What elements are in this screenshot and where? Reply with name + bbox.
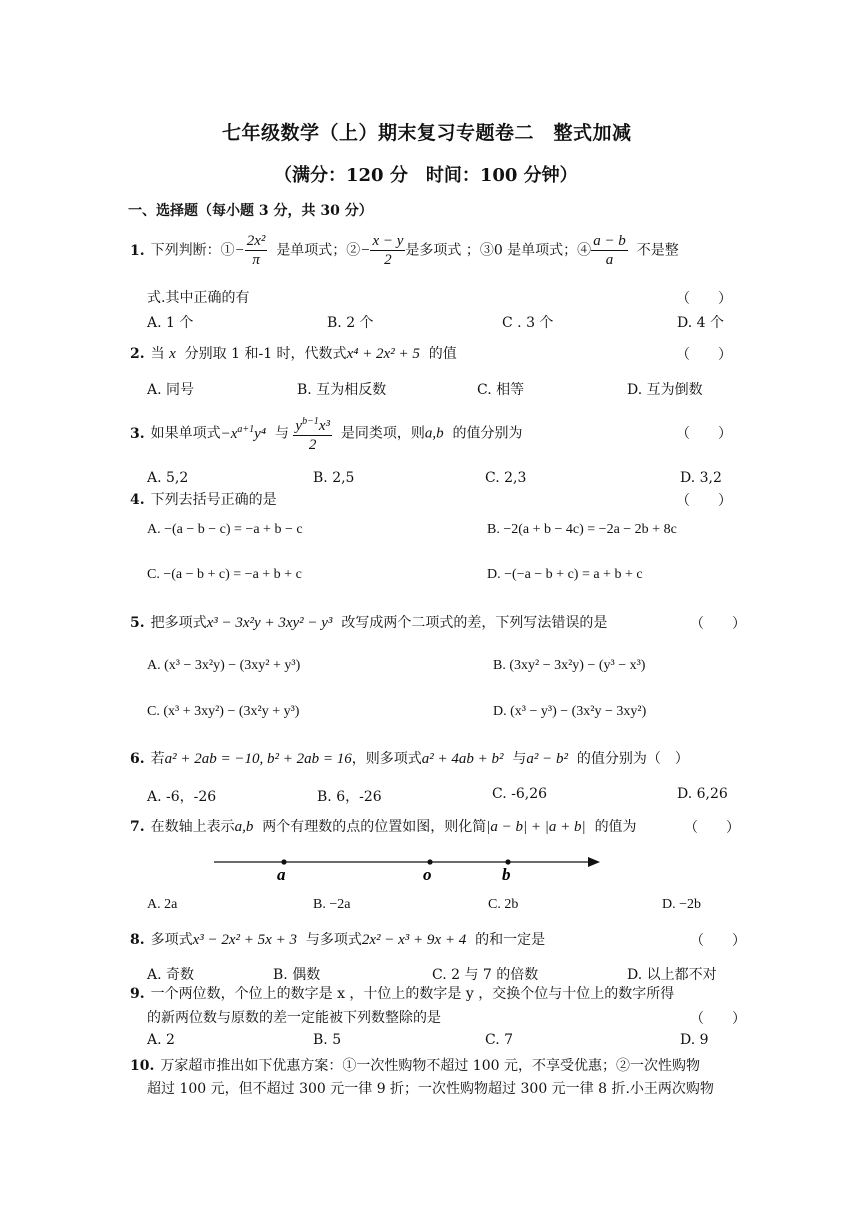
option-d[interactable]: D. 3,2: [680, 470, 722, 486]
question-text: 万家超市推出如下优惠方案：①一次性购物不超过 100 元，不享受优惠；②一次性购物: [160, 1058, 700, 1074]
question-text: 在数轴上表示: [150, 819, 235, 835]
question-1-line-1: 1. 下列判断：①− $\frac{\text{2x²}}{\pi}$ 是单项式；②− $\frac{x - y}{2}$ 是多项式 ；③0 是单项式；④ $\frac{a - b}{a}$ 不是整: [130, 233, 679, 268]
question-text: 若: [150, 751, 165, 767]
answer-blank[interactable]: （ ）: [676, 426, 732, 442]
question-10-line-2: 超过 100 元，但不超过 300 元一律 9 折；一次性购物超过 300 元一律 8 折.小王两次购物: [147, 1081, 714, 1097]
option-b[interactable]: B. 5: [313, 1032, 342, 1048]
question-9-line-1: [130, 984, 674, 1004]
question-9-line-2: 的新两位数与原数的差一定能被下列数整除的是: [147, 1010, 441, 1026]
math-expr: x³ − 3x²y + 3xy² − y³: [206, 615, 333, 631]
question-number: 10.: [130, 1058, 155, 1074]
question-text: 的值分别为（ ）: [576, 751, 689, 767]
label-o: o: [423, 865, 432, 884]
option-c[interactable]: C . 3 个: [502, 315, 554, 331]
answer-blank[interactable]: （ ）: [690, 933, 746, 949]
question-text: 是同类项，则: [340, 425, 425, 442]
question-text: 的和一定是: [475, 932, 546, 948]
option-b[interactable]: B. 偶数: [273, 967, 321, 983]
option-c[interactable]: C. -6,26: [492, 786, 548, 802]
option-c[interactable]: C. 2b: [488, 897, 519, 912]
math-expr: |a − b| + |a + b|: [486, 819, 586, 835]
answer-blank[interactable]: （ ）: [690, 1011, 746, 1027]
option-a[interactable]: A. -6，-26: [147, 789, 217, 805]
option-c[interactable]: C. 相等: [477, 382, 525, 398]
math-expr: a,b: [234, 819, 254, 835]
option-d[interactable]: D. 9: [680, 1032, 709, 1048]
question-number: 7.: [130, 819, 145, 835]
question-5: [130, 613, 607, 633]
page-title: 七年级数学（上）期末复习专题卷二 整式加减: [222, 122, 632, 144]
axis-arrow: [588, 857, 600, 867]
math-expr: 2x² − x³ + 9x + 4: [361, 932, 467, 948]
question-text: 改写成两个二项式的差，下列写法错误的是: [341, 615, 608, 631]
option-c[interactable]: C. 7: [485, 1032, 514, 1048]
question-10-line-1: [130, 1056, 700, 1076]
option-d[interactable]: D. 4 个: [677, 315, 724, 331]
option-d[interactable]: D. −(−a − b + c) = a + b + c: [487, 567, 643, 582]
question-number: 9.: [130, 986, 145, 1002]
page-subtitle: （满分：120 分 时间：100 分钟）: [274, 165, 578, 186]
label-a: a: [277, 865, 286, 884]
question-text: 是多项式 ；③0 是单项式；④: [405, 242, 592, 259]
label-b: b: [502, 865, 511, 884]
question-number: 5.: [130, 615, 145, 631]
option-c[interactable]: C. 2,3: [485, 470, 527, 486]
question-text: ，则多项式: [351, 751, 422, 767]
option-a[interactable]: A. 1 个: [147, 315, 194, 331]
math-expr: a² − b²: [526, 751, 569, 767]
fraction-3: $\frac{a - b}{a}$: [593, 233, 626, 268]
answer-blank[interactable]: （ ）: [676, 493, 732, 509]
fraction-1: $\frac{\text{2x²}}{\pi}$: [246, 233, 266, 268]
question-text: 的值: [428, 346, 457, 362]
option-d[interactable]: D. −2b: [662, 897, 702, 912]
question-text: 两个有理数的点的位置如图，则化简: [262, 819, 487, 835]
section-heading: 一、选择题（每小题 3 分，共 30 分）: [128, 203, 373, 219]
question-text: 是单项式；②: [276, 242, 361, 259]
option-a[interactable]: A. −(a − b − c) = −a + b − c: [147, 522, 303, 537]
answer-blank[interactable]: （ ）: [690, 616, 746, 632]
option-a[interactable]: A. 2a: [147, 897, 178, 912]
math-expr: a² + 4ab + b²: [421, 751, 504, 767]
option-c[interactable]: C. −(a − b + c) = −a + b + c: [147, 567, 302, 582]
fraction-2: $\frac{x - y}{2}$: [372, 233, 404, 268]
option-a[interactable]: A. 同号: [147, 382, 195, 398]
question-number: 4.: [130, 492, 145, 508]
option-b[interactable]: B. 6，-26: [317, 789, 382, 805]
question-text: 与: [512, 751, 527, 767]
question-7: [130, 817, 637, 837]
option-a[interactable]: A. 奇数: [147, 967, 195, 983]
question-2: [130, 344, 457, 364]
option-a[interactable]: A. 5,2: [147, 470, 189, 486]
point-o: [427, 859, 432, 864]
question-4: [130, 490, 277, 510]
option-b[interactable]: B. 互为相反数: [297, 382, 387, 398]
math-expr: x⁴ + 2x² + 5: [346, 346, 420, 362]
question-text: 与多项式: [305, 932, 362, 948]
option-b[interactable]: B. −2(a + b − 4c) = −2a − 2b + 8c: [487, 522, 677, 537]
option-d[interactable]: D. 6,26: [677, 786, 728, 802]
math-expr: a² + 2ab = −10, b² + 2ab = 16: [164, 751, 352, 767]
math-expr: x: [169, 346, 176, 362]
question-text: 分别取 1 和-1 时，代数式: [184, 346, 347, 362]
option-c[interactable]: C. 2 与 7 的倍数: [432, 967, 539, 983]
question-number: 2.: [130, 346, 145, 362]
option-b[interactable]: B. 2 个: [327, 315, 374, 331]
question-text: 当: [150, 346, 165, 362]
option-a[interactable]: A. (x³ − 3x²y) − (3xy² + y³): [147, 658, 301, 673]
question-text: 多项式: [150, 932, 193, 948]
question-text: 与: [274, 425, 289, 442]
question-text: 下列判断：①: [150, 242, 235, 259]
question-number: 8.: [130, 932, 145, 948]
option-a[interactable]: A. 2: [147, 1032, 175, 1048]
option-d[interactable]: D. 以上都不对: [627, 967, 717, 983]
question-number: 3.: [130, 425, 145, 442]
question-text: 的值为: [594, 819, 637, 835]
question-text: 把多项式: [150, 615, 207, 631]
fraction: $\frac{y^{b-1}x^3}{2}$: [293, 413, 332, 454]
point-a: [281, 859, 286, 864]
option-b[interactable]: B. (3xy² − 3x²y) − (y³ − x³): [493, 658, 646, 673]
question-text: 不是整: [636, 242, 679, 259]
option-d[interactable]: D. 互为倒数: [627, 382, 703, 398]
point-b: [505, 859, 510, 864]
answer-blank[interactable]: （ ）: [676, 347, 732, 363]
question-text: 如果单项式: [150, 425, 221, 442]
question-number: 6.: [130, 751, 145, 767]
question-text: 一个两位数，个位上的数字是 x ，十位上的数字是 y ，交换个位与十位上的数字所得: [150, 986, 675, 1002]
option-c[interactable]: C. (x³ + 3xy²) − (3x²y + y³): [147, 704, 300, 719]
question-1-line-2: 式.其中正确的有: [147, 290, 250, 306]
answer-blank[interactable]: （ ）: [676, 291, 732, 307]
question-3: 3. 如果单项式$-x^{a+1}y^4$ 与 $\frac{y^{b-1}x^3}{2}$ 是同类项，则a,b 的值分别为: [130, 413, 523, 454]
option-d[interactable]: D. (x³ − y³) − (3x²y − 3xy²): [493, 704, 647, 719]
number-line-figure: [210, 850, 610, 884]
option-b[interactable]: B. 2,5: [313, 470, 355, 486]
option-b[interactable]: B. −2a: [313, 897, 351, 912]
question-text: 的值分别为: [452, 425, 523, 442]
question-text: 下列去括号正确的是: [150, 492, 277, 508]
question-6: [130, 749, 689, 769]
question-8: [130, 930, 545, 950]
question-number: 1.: [130, 242, 145, 259]
math-expr: x³ − 2x² + 5x + 3: [192, 932, 297, 948]
answer-blank[interactable]: （ ）: [684, 820, 740, 836]
